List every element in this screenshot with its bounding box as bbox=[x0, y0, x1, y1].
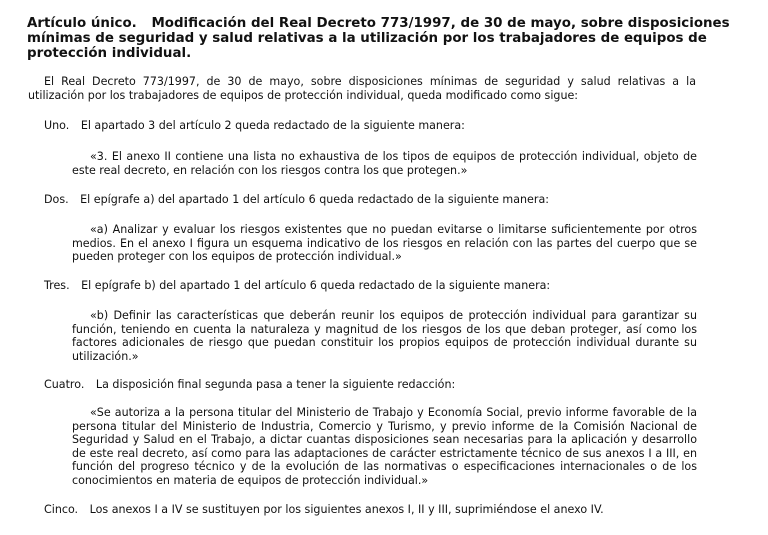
quote-tres: «b) Definir las características que deberán reunir los equipos de protección individual para garantizar su función, teniendo en cuenta la naturaleza y magnitud de los riesgos de los que deban proteger, así como los factores adicionales de riesgo que puedan constituir los propios equipos de protección individual durante su utilización.» bbox=[72, 309, 697, 363]
item-text: Los anexos I a IV se sustituyen por los siguientes anexos I, II y III, suprimiéndose el anexo IV. bbox=[89, 503, 604, 516]
article-heading bbox=[27, 16, 737, 61]
item-uno bbox=[44, 119, 694, 133]
item-number: Cinco. bbox=[44, 503, 79, 516]
item-cuatro bbox=[44, 378, 694, 392]
item-text: El apartado 3 del artículo 2 queda redactado de la siguiente manera: bbox=[80, 119, 465, 132]
item-text: La disposición final segunda pasa a tener la siguiente redacción: bbox=[95, 378, 456, 391]
item-number: Cuatro. bbox=[44, 378, 85, 391]
intro-paragraph: El Real Decreto 773/1997, de 30 de mayo, sobre disposiciones mínimas de seguridad y salud relativas a la utilización por los trabajadores de equipos de protección individual, queda modificado como sigue: bbox=[28, 75, 696, 102]
item-text: El epígrafe a) del apartado 1 del artículo 6 queda redactado de la siguiente manera: bbox=[80, 193, 549, 206]
article-title: Modificación del Real Decreto 773/1997, de 30 de mayo, sobre disposiciones mínimas de seguridad y salud relativas a la utilización por los trabajadores de equipos de protección individual. bbox=[27, 16, 730, 61]
item-number: Dos. bbox=[44, 193, 69, 206]
item-cinco bbox=[44, 503, 694, 517]
item-number: Tres. bbox=[44, 279, 70, 292]
quote-dos: «a) Analizar y evaluar los riesgos existentes que no puedan evitarse o limitarse suficientemente por otros medios. En el anexo I figura un esquema indicativo de los riesgos en relación con las partes del cuerpo que se pueden proteger con los equipos de protección individual.» bbox=[72, 223, 697, 263]
quote-uno: «3. El anexo II contiene una lista no exhaustiva de los tipos de equipos de protección individual, objeto de este real decreto, en relación con los riesgos contra los que protegen.» bbox=[72, 150, 697, 177]
item-tres bbox=[44, 279, 694, 293]
item-text: El epígrafe b) del apartado 1 del artículo 6 queda redactado de la siguiente manera: bbox=[81, 279, 551, 292]
quote-cuatro: «Se autoriza a la persona titular del Ministerio de Trabajo y Economía Social, previo informe favorable de la persona titular del Ministerio de Industria, Comercio y Turismo, y previo informe de la Comisión Nacional de Seguridad y Salud en el Trabajo, a dictar cuantas disposiciones sean necesarias para la aplicación y desarrollo de este real decreto, así como para las adaptaciones de carácter estrictamente técnico de sus anexos I a III, en función del progreso técnico y de la evolución de las normativas o especificaciones internacionales o de los conocimientos en materia de equipos de protección individual.» bbox=[72, 406, 697, 487]
article-label: Artículo único. bbox=[27, 16, 137, 31]
item-dos bbox=[44, 193, 694, 207]
item-number: Uno. bbox=[44, 119, 70, 132]
